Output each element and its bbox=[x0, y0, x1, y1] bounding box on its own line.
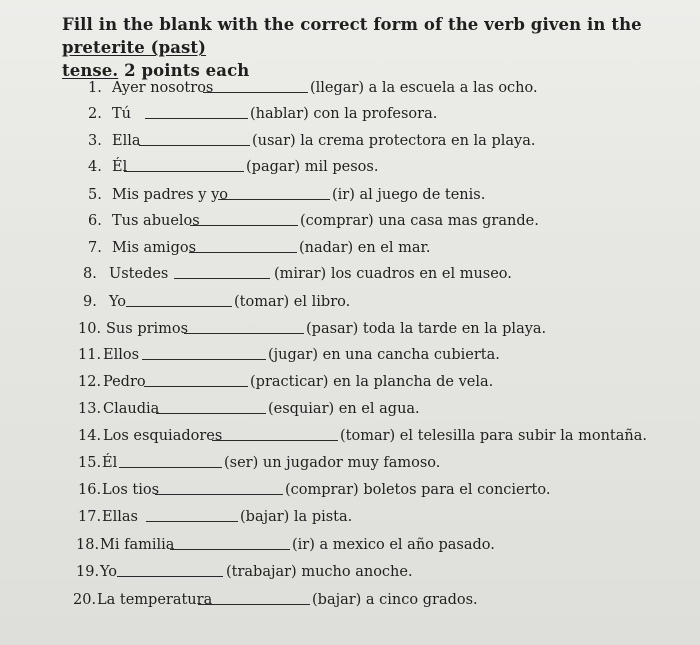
exercise-item bbox=[0, 211, 700, 231]
item-subject: Ayer nosotros bbox=[112, 80, 214, 96]
exercise-item bbox=[0, 426, 700, 446]
item-number: 13. bbox=[78, 401, 102, 417]
answer-blank[interactable] bbox=[212, 440, 338, 441]
exercise-item bbox=[0, 319, 700, 339]
item-number: 12. bbox=[78, 374, 102, 390]
item-verb-prompt: (ir) a mexico el año pasado. bbox=[292, 537, 495, 553]
exercise-item bbox=[0, 131, 700, 151]
item-number: 1. bbox=[88, 80, 102, 96]
item-verb-prompt: (comprar) boletos para el concierto. bbox=[285, 482, 551, 498]
item-subject: Él bbox=[102, 455, 118, 471]
answer-blank[interactable] bbox=[126, 306, 232, 307]
exercise-item bbox=[0, 507, 700, 527]
item-verb-prompt: (nadar) en el mar. bbox=[299, 240, 431, 256]
answer-blank[interactable] bbox=[184, 333, 304, 334]
item-verb-prompt: (pagar) mil pesos. bbox=[246, 159, 379, 175]
answer-blank[interactable] bbox=[144, 386, 248, 387]
answer-blank[interactable] bbox=[155, 494, 283, 495]
item-subject: Ella bbox=[112, 133, 141, 149]
item-number: 4. bbox=[88, 159, 102, 175]
answer-blank[interactable] bbox=[139, 145, 250, 146]
item-number: 5. bbox=[88, 187, 102, 203]
item-verb-prompt: (ser) un jugador muy famoso. bbox=[224, 455, 441, 471]
answer-blank[interactable] bbox=[174, 278, 270, 279]
answer-blank[interactable] bbox=[117, 576, 223, 577]
item-subject: Los esquiadores bbox=[103, 428, 223, 444]
item-number: 18. bbox=[76, 537, 100, 553]
item-subject: Mi familia bbox=[100, 537, 175, 553]
exercise-item bbox=[0, 264, 700, 284]
item-number: 11. bbox=[78, 347, 102, 363]
exercise-item bbox=[0, 372, 700, 392]
item-subject: Ustedes bbox=[109, 266, 169, 282]
item-number: 6. bbox=[88, 213, 102, 229]
item-subject: Los tios bbox=[102, 482, 160, 498]
item-subject: Tú bbox=[112, 106, 132, 122]
exercise-item bbox=[0, 78, 700, 98]
answer-blank[interactable] bbox=[203, 92, 308, 93]
item-verb-prompt: (trabajar) mucho anoche. bbox=[226, 564, 413, 580]
item-verb-prompt: (tomar) el libro. bbox=[234, 294, 351, 310]
item-number: 8. bbox=[83, 266, 97, 282]
exercise-item bbox=[0, 185, 700, 205]
item-verb-prompt: (bajar) a cinco grados. bbox=[312, 592, 478, 608]
instructions-text: Fill in the blank with the correct form of the verb given in the bbox=[62, 15, 642, 34]
answer-blank[interactable] bbox=[142, 359, 266, 360]
exercise-item bbox=[0, 399, 700, 419]
item-subject: Ellas bbox=[102, 509, 138, 525]
answer-blank[interactable] bbox=[189, 252, 297, 253]
item-subject: Ellos bbox=[103, 347, 140, 363]
item-verb-prompt: (usar) la crema protectora en la playa. bbox=[252, 133, 536, 149]
exercise-item bbox=[0, 238, 700, 258]
item-verb-prompt: (esquiar) en el agua. bbox=[268, 401, 420, 417]
answer-blank[interactable] bbox=[145, 118, 248, 119]
item-verb-prompt: (comprar) una casa mas grande. bbox=[300, 213, 539, 229]
item-number: 7. bbox=[88, 240, 102, 256]
item-subject: La temperatura bbox=[97, 592, 213, 608]
item-number: 19. bbox=[76, 564, 100, 580]
answer-blank[interactable] bbox=[146, 521, 238, 522]
item-subject: Él bbox=[112, 159, 128, 175]
answer-blank[interactable] bbox=[190, 225, 298, 226]
exercise-item bbox=[0, 345, 700, 365]
exercise-item bbox=[0, 535, 700, 555]
answer-blank[interactable] bbox=[218, 199, 330, 200]
item-verb-prompt: (pasar) toda la tarde en la playa. bbox=[306, 321, 547, 337]
exercise-item bbox=[0, 590, 700, 610]
item-number: 15. bbox=[78, 455, 102, 471]
item-verb-prompt: (practicar) en la plancha de vela. bbox=[250, 374, 494, 390]
answer-blank[interactable] bbox=[119, 467, 222, 468]
item-number: 17. bbox=[78, 509, 102, 525]
item-subject: Mis amigos bbox=[112, 240, 197, 256]
exercise-item bbox=[0, 562, 700, 582]
item-subject: Mis padres y yo bbox=[112, 187, 229, 203]
item-number: 10. bbox=[78, 321, 102, 337]
exercise-item bbox=[0, 480, 700, 500]
instructions-points: 2 points each bbox=[118, 61, 250, 80]
item-verb-prompt: (tomar) el telesilla para subir la montaña. bbox=[340, 428, 647, 444]
item-verb-prompt: (jugar) en una cancha cubierta. bbox=[268, 347, 500, 363]
item-verb-prompt: (llegar) a la escuela a las ocho. bbox=[310, 80, 538, 96]
item-verb-prompt: (ir) al juego de tenis. bbox=[332, 187, 486, 203]
exercise-item bbox=[0, 453, 700, 473]
answer-blank[interactable] bbox=[198, 604, 310, 605]
item-verb-prompt: (bajar) la pista. bbox=[240, 509, 353, 525]
answer-blank[interactable] bbox=[170, 549, 290, 550]
item-number: 20. bbox=[73, 592, 97, 608]
item-number: 3. bbox=[88, 133, 102, 149]
exercise-item bbox=[0, 104, 700, 124]
item-subject: Tus abuelos bbox=[112, 213, 200, 229]
item-subject: Yo bbox=[100, 564, 118, 580]
item-subject: Pedro bbox=[103, 374, 146, 390]
item-subject: Yo bbox=[109, 294, 127, 310]
item-verb-prompt: (hablar) con la profesora. bbox=[250, 106, 438, 122]
answer-blank[interactable] bbox=[124, 171, 244, 172]
item-number: 2. bbox=[88, 106, 102, 122]
item-subject: Claudia bbox=[103, 401, 160, 417]
exercise-item bbox=[0, 157, 700, 177]
item-number: 14. bbox=[78, 428, 102, 444]
item-verb-prompt: (mirar) los cuadros en el museo. bbox=[274, 266, 512, 282]
item-number: 16. bbox=[78, 482, 102, 498]
item-number: 9. bbox=[83, 294, 97, 310]
instructions-underlined-tense: tense. bbox=[62, 61, 119, 80]
answer-blank[interactable] bbox=[156, 413, 266, 414]
instructions-underlined-preterite: preterite (past) bbox=[62, 38, 207, 57]
exercise-item bbox=[0, 292, 700, 312]
item-subject: Sus primos bbox=[106, 321, 189, 337]
